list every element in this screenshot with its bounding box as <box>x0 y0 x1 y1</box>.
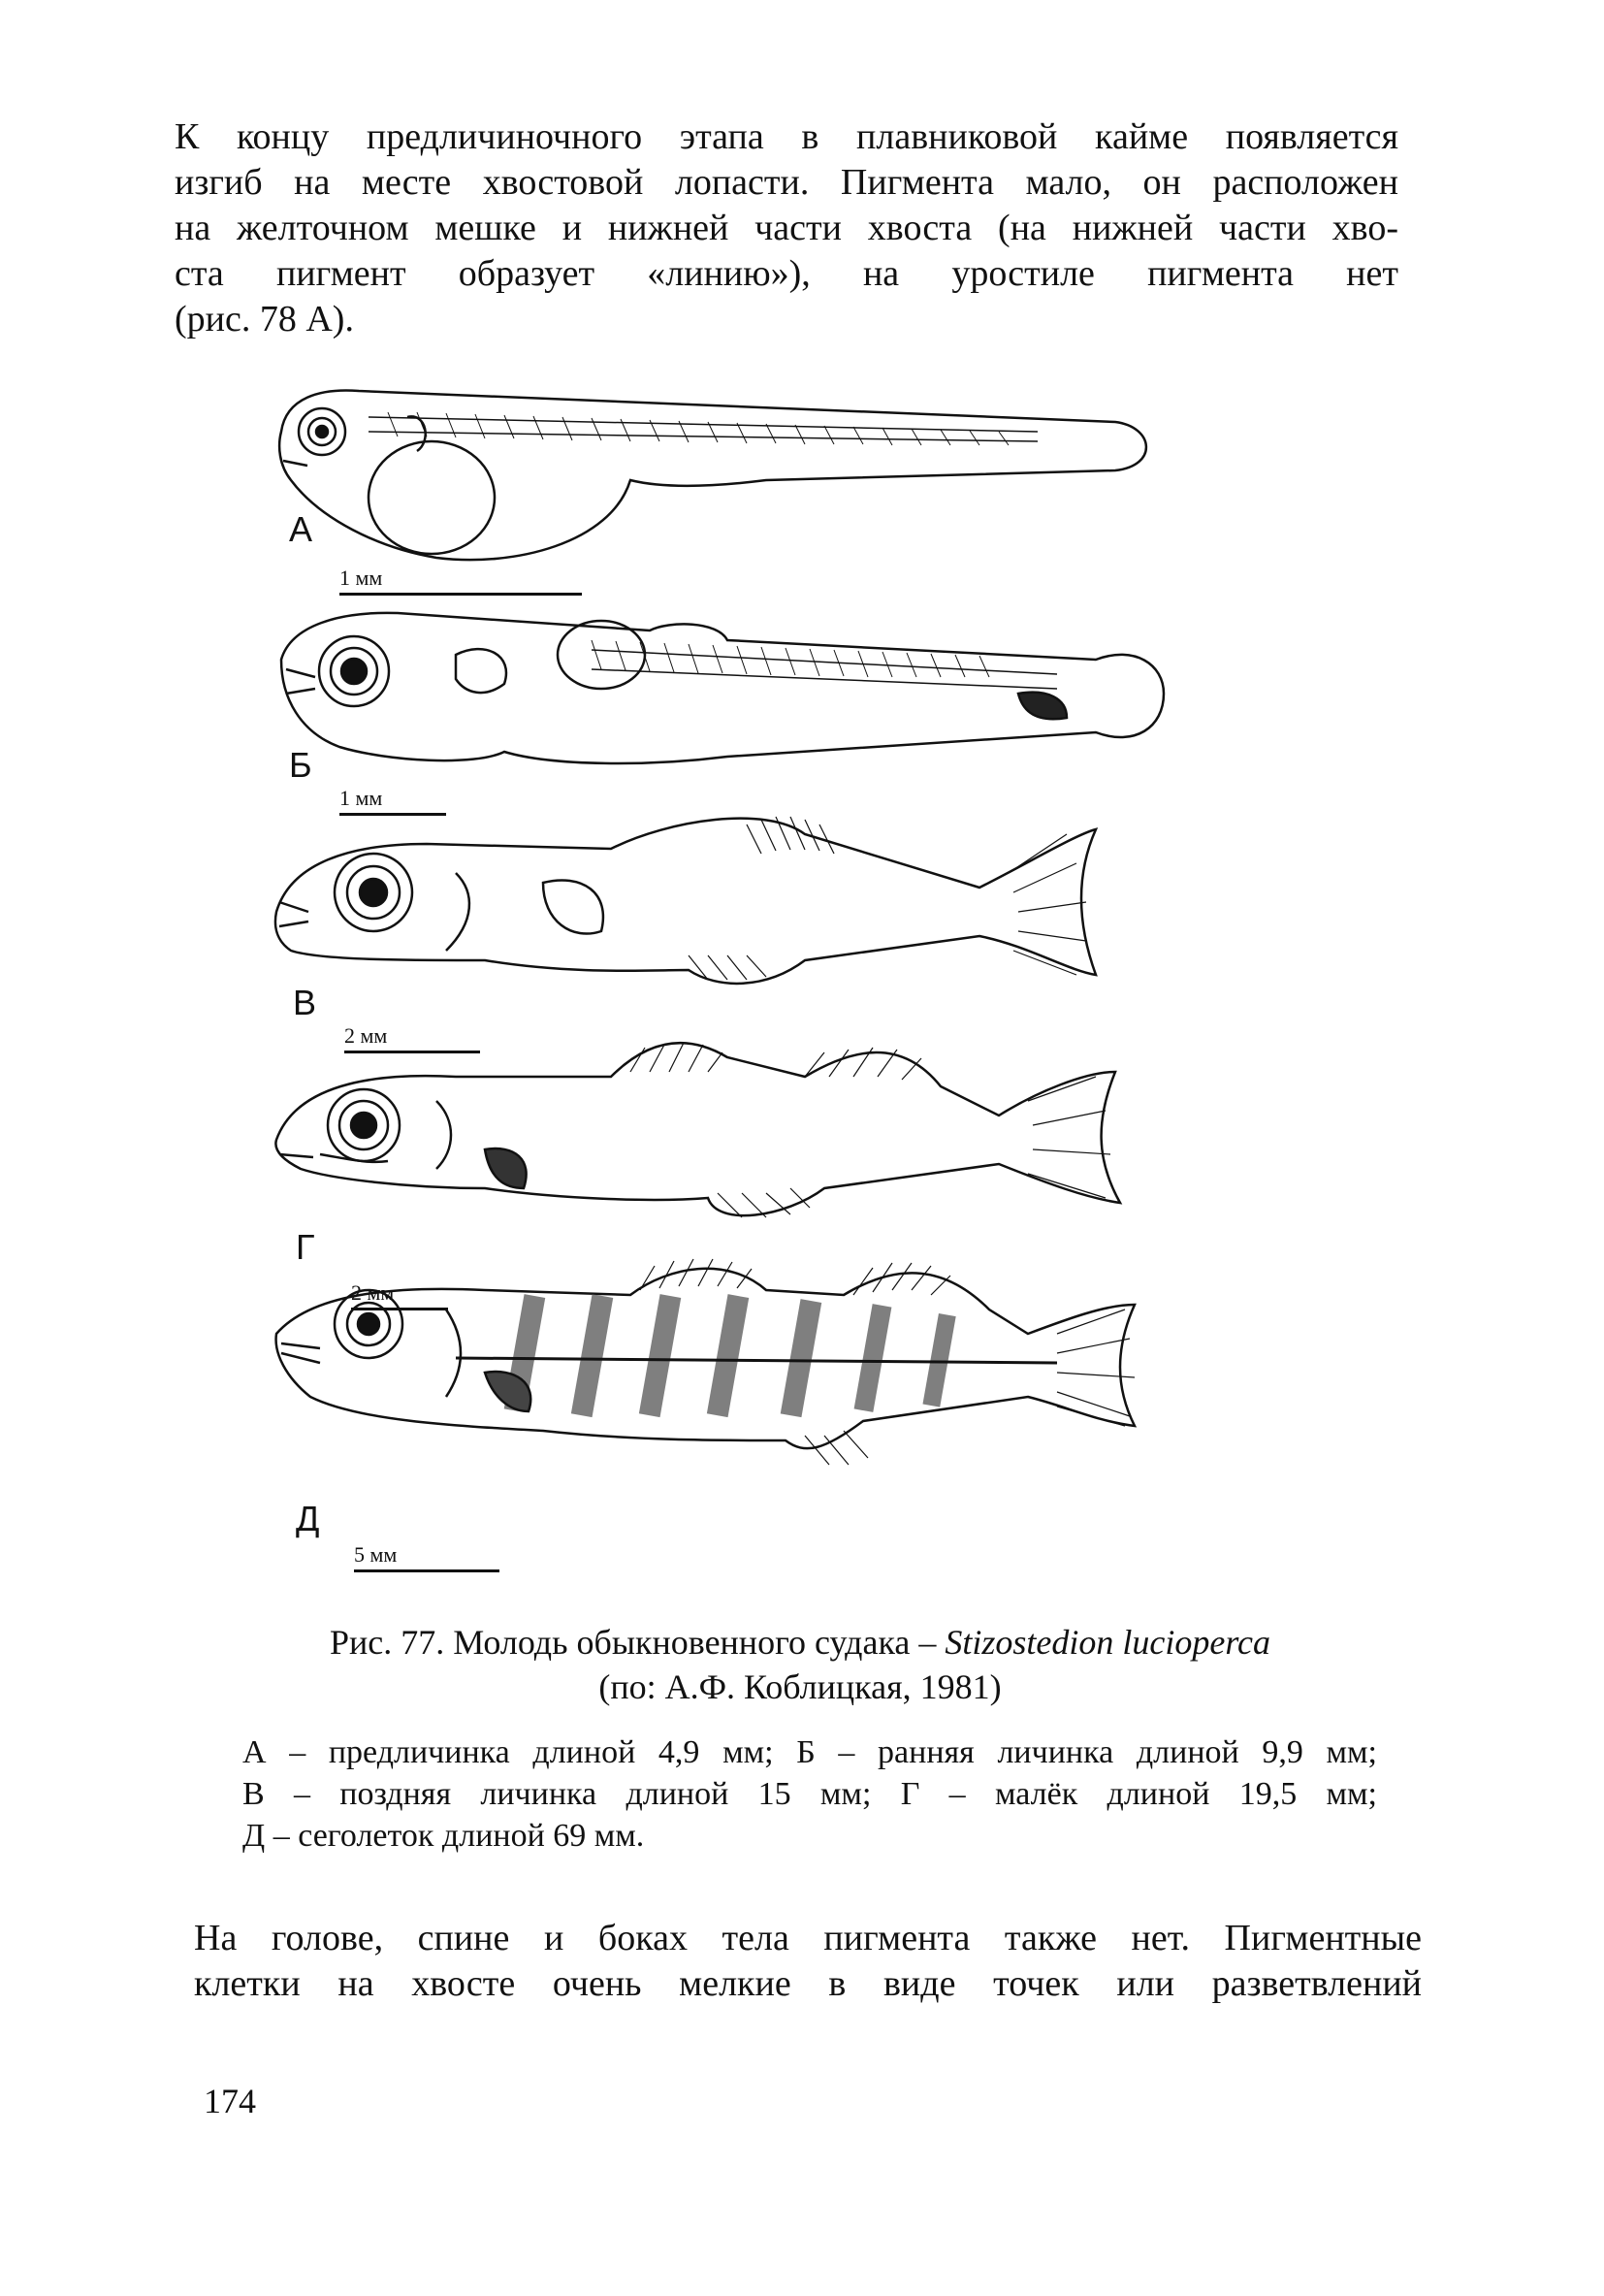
paragraph-top <box>175 114 1398 342</box>
fish-prelarva-drawing <box>279 390 1146 560</box>
fish-late-larva-drawing <box>275 817 1096 984</box>
scale-line <box>339 593 582 596</box>
fish-early-larva-drawing <box>281 613 1164 763</box>
stage-letter-b: Б <box>289 745 312 785</box>
caption-source: (по: А.Ф. Коблицкая, 1981) <box>598 1667 1002 1706</box>
text-line: на желточном мешке и нижней части хвоста (на нижней части хво- <box>175 208 1398 248</box>
caption-species: Stizostedion lucioperca <box>945 1623 1271 1662</box>
text-line: изгиб на месте хвостовой лопасти. Пигмента мало, он расположен <box>175 162 1398 203</box>
scale-label: 1 мм <box>339 786 383 810</box>
paragraph-bottom <box>194 1916 1422 2007</box>
scale-label: 5 мм <box>354 1542 398 1567</box>
scale-line <box>339 813 446 816</box>
scale-bar-v <box>344 1023 480 1056</box>
scale-bar-a <box>339 566 582 598</box>
legend-line: А – предличинка длиной 4,9 мм; Б – ранняя личинка длиной 9,9 мм; <box>242 1734 1377 1770</box>
scale-bar-b <box>339 786 446 819</box>
stage-letter-d: Д <box>296 1499 320 1538</box>
scale-label: 2 мм <box>351 1280 395 1305</box>
scale-label: 2 мм <box>344 1023 388 1048</box>
page-number: 174 <box>204 2082 256 2120</box>
stage-letter-g: Г <box>296 1227 315 1267</box>
text-line: клетки на хвосте очень мелкие в виде точек или разветвлений <box>194 1963 1422 2004</box>
scale-line <box>354 1569 499 1572</box>
figure-caption <box>194 1620 1406 1709</box>
figure-legend <box>242 1731 1377 1857</box>
fish-development-figure <box>262 373 1290 1596</box>
scale-bar-d <box>354 1542 499 1575</box>
legend-line: В – поздняя личинка длиной 15 мм; Г – малёк длиной 19,5 мм; <box>242 1776 1377 1812</box>
text-line: ста пигмент образует «линию»), на уростиле пигмента нет <box>175 253 1398 294</box>
fish-illustrations <box>262 373 1290 1596</box>
stage-letter-v: В <box>293 983 317 1022</box>
text-line: (рис. 78 А). <box>175 299 354 340</box>
scale-line <box>351 1308 448 1310</box>
stage-letter-a: А <box>289 509 313 549</box>
scale-label: 1 мм <box>339 566 383 590</box>
text-line: На голове, спине и боках тела пигмента также нет. Пигментные <box>194 1918 1422 1958</box>
caption-title <box>194 1620 1406 1665</box>
scale-bar-g <box>351 1280 448 1313</box>
legend-line: Д – сеголеток длиной 69 мм. <box>242 1818 645 1854</box>
fish-fry-drawing <box>275 1043 1120 1217</box>
caption-prefix: Рис. 77. Молодь обыкновенного судака – <box>329 1623 946 1662</box>
scale-line <box>344 1051 480 1053</box>
text-line: К концу предличиночного этапа в плавниковой кайме появляется <box>175 116 1398 157</box>
